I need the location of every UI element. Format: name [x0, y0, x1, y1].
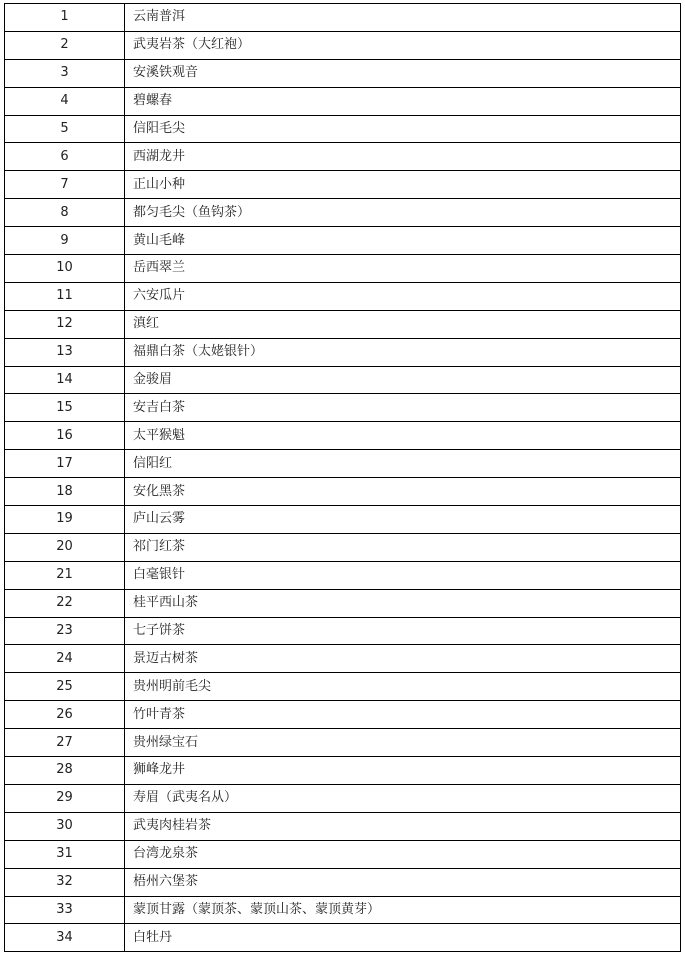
table-row [5, 366, 681, 394]
table-row [5, 784, 681, 812]
tea-name: 竹叶青茶 [125, 701, 681, 729]
table-row [5, 533, 681, 561]
table-row [5, 87, 681, 115]
row-number: 26 [5, 701, 125, 729]
table-row [5, 589, 681, 617]
row-number: 2 [5, 31, 125, 59]
row-number: 22 [5, 589, 125, 617]
tea-name: 黄山毛峰 [125, 227, 681, 255]
table-row [5, 840, 681, 868]
row-number: 32 [5, 868, 125, 896]
table-row [5, 645, 681, 673]
row-number: 14 [5, 366, 125, 394]
tea-name: 武夷岩茶（大红袍） [125, 31, 681, 59]
tea-name: 祁门红茶 [125, 533, 681, 561]
tea-name: 信阳毛尖 [125, 115, 681, 143]
tea-name: 庐山云雾 [125, 506, 681, 534]
row-number: 10 [5, 255, 125, 283]
tea-name: 安溪铁观音 [125, 59, 681, 87]
row-number: 19 [5, 506, 125, 534]
tea-name: 桂平西山茶 [125, 589, 681, 617]
row-number: 7 [5, 171, 125, 199]
tea-name: 安吉白茶 [125, 394, 681, 422]
table-body [5, 4, 681, 952]
table-row [5, 338, 681, 366]
table-row [5, 394, 681, 422]
row-number: 24 [5, 645, 125, 673]
table-row [5, 31, 681, 59]
table-row [5, 227, 681, 255]
table-row [5, 310, 681, 338]
table-row [5, 255, 681, 283]
row-number: 18 [5, 478, 125, 506]
row-number: 4 [5, 87, 125, 115]
table-row [5, 478, 681, 506]
table-row [5, 171, 681, 199]
row-number: 33 [5, 896, 125, 924]
row-number: 23 [5, 617, 125, 645]
tea-name: 贵州明前毛尖 [125, 673, 681, 701]
row-number: 3 [5, 59, 125, 87]
tea-name: 云南普洱 [125, 4, 681, 32]
table-row [5, 896, 681, 924]
tea-name: 正山小种 [125, 171, 681, 199]
row-number: 13 [5, 338, 125, 366]
table-row [5, 617, 681, 645]
row-number: 21 [5, 561, 125, 589]
tea-name: 景迈古树茶 [125, 645, 681, 673]
tea-name: 梧州六堡茶 [125, 868, 681, 896]
tea-name: 岳西翠兰 [125, 255, 681, 283]
row-number: 29 [5, 784, 125, 812]
row-number: 31 [5, 840, 125, 868]
tea-name: 安化黑茶 [125, 478, 681, 506]
row-number: 8 [5, 199, 125, 227]
table-row [5, 199, 681, 227]
table-row [5, 506, 681, 534]
tea-name: 武夷肉桂岩茶 [125, 812, 681, 840]
table-row [5, 115, 681, 143]
row-number: 15 [5, 394, 125, 422]
tea-name: 太平猴魁 [125, 422, 681, 450]
table-row [5, 673, 681, 701]
tea-name: 七子饼茶 [125, 617, 681, 645]
tea-name: 滇红 [125, 310, 681, 338]
table-row [5, 4, 681, 32]
tea-name: 台湾龙泉茶 [125, 840, 681, 868]
tea-name: 贵州绿宝石 [125, 729, 681, 757]
tea-name: 都匀毛尖（鱼钩茶） [125, 199, 681, 227]
row-number: 17 [5, 450, 125, 478]
table-row [5, 701, 681, 729]
tea-name: 金骏眉 [125, 366, 681, 394]
table-row [5, 812, 681, 840]
table-row [5, 561, 681, 589]
tea-name: 六安瓜片 [125, 282, 681, 310]
table-row [5, 757, 681, 785]
row-number: 27 [5, 729, 125, 757]
table-row [5, 422, 681, 450]
row-number: 1 [5, 4, 125, 32]
row-number: 12 [5, 310, 125, 338]
tea-list-table [4, 3, 681, 952]
row-number: 6 [5, 143, 125, 171]
tea-name: 白牡丹 [125, 924, 681, 952]
tea-name: 蒙顶甘露（蒙顶茶、蒙顶山茶、蒙顶黄芽） [125, 896, 681, 924]
row-number: 5 [5, 115, 125, 143]
row-number: 20 [5, 533, 125, 561]
row-number: 16 [5, 422, 125, 450]
table-row [5, 282, 681, 310]
tea-name: 福鼎白茶（太姥银针） [125, 338, 681, 366]
row-number: 25 [5, 673, 125, 701]
table-row [5, 868, 681, 896]
table-row [5, 450, 681, 478]
row-number: 34 [5, 924, 125, 952]
tea-name: 信阳红 [125, 450, 681, 478]
table-row [5, 59, 681, 87]
row-number: 30 [5, 812, 125, 840]
table-row [5, 143, 681, 171]
table-row [5, 729, 681, 757]
row-number: 11 [5, 282, 125, 310]
tea-name: 西湖龙井 [125, 143, 681, 171]
row-number: 9 [5, 227, 125, 255]
tea-name: 寿眉（武夷名从） [125, 784, 681, 812]
tea-name: 白毫银针 [125, 561, 681, 589]
tea-name: 碧螺春 [125, 87, 681, 115]
tea-name: 狮峰龙井 [125, 757, 681, 785]
table-row [5, 924, 681, 952]
row-number: 28 [5, 757, 125, 785]
